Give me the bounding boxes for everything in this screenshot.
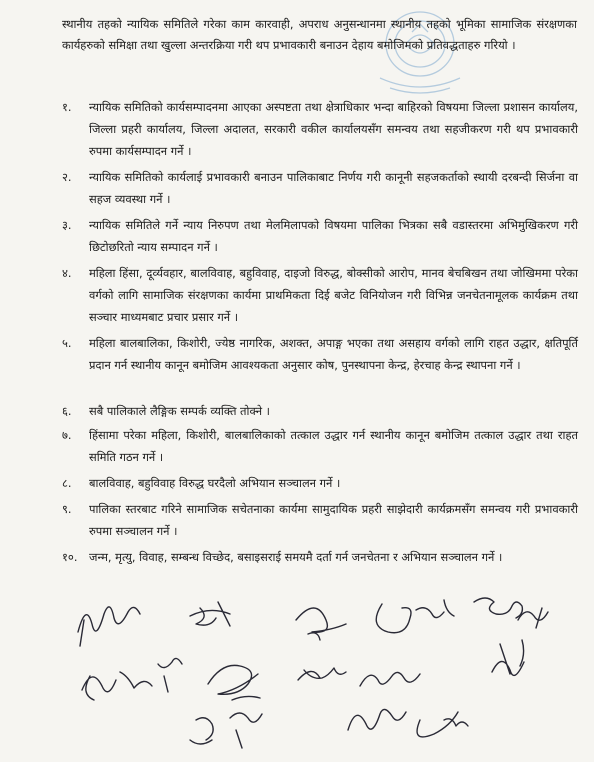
list-item [62,498,582,542]
signature [190,602,230,626]
signature [474,598,522,618]
item-text: न्यायिक समितिले गर्ने न्याय निरुपण तथा मेलमिलापको विषयमा पालिका भित्रका सबै वडास्तरमा अभिमुखिकरण गरी छिटोछरितो न्याय सम्पादन गर्ने । [89,218,578,254]
list-item [62,262,582,328]
list-item [62,96,582,162]
signatures-block [60,580,590,762]
list-item [62,332,582,398]
list-item [62,472,582,494]
signature [298,668,346,680]
item-number: २. [62,170,72,184]
signature [360,672,420,686]
signature [296,608,346,640]
signature [492,640,524,675]
signature [78,607,140,646]
signature [208,665,260,700]
list-item [62,166,582,210]
signature [158,658,182,692]
item-text: बालविवाह, बहुविवाह विरुद्ध घरदैलो अभियान सञ्चालन गर्ने । [89,476,341,490]
item-text: हिंसामा परेका महिला, किशोरी, बालबालिकाको तत्काल उद्धार गर्न स्थानीय कानून बमोजिम तत्काल उद्धार तथा राहत समिति गठन गर्ने । [89,428,578,464]
item-text: पालिका स्तरबाट गरिने सामाजिक सचेतनाका कार्यमा सामुदायिक प्रहरी साझेदारी कार्यक्रमसँग समन्वय गरी प्रभावकारी रुपमा सञ्चालन गर्ने । [89,502,578,538]
commitment-list [62,96,582,590]
list-item [62,214,582,258]
signature [190,718,213,744]
item-number: ८. [62,476,72,490]
item-text: सबै पालिकाले लैङ्गिक सम्पर्क व्यक्ति तोक्ने । [89,404,270,418]
signature [417,712,468,737]
item-number: १०. [62,550,78,564]
item-text: महिला हिंसा, दूर्व्यवहार, बालविवाह, बहुविवाह, दाइजो विरुद्ध, बोक्सीको आरोप, मानव बेचबिखन तथा जोखिममा परेका वर्गको लागि सामाजिक संरक्षणका कार्यमा प्राथमिकता दिई बजेट विनियोजन गरी विभिन्न जनचेतनामूलक कार्यक्रम तथा सञ्चार माध्यमबाट प्रचार प्रसार गर्ने । [89,266,578,324]
signature [82,672,152,700]
item-number: ४. [62,266,72,280]
item-text: न्यायिक समितिको कार्यसम्पादनमा आएका अस्पष्टता तथा क्षेत्राधिकार भन्दा बाहिरको विषयमा जिल्ला प्रशासन कार्यालय, जिल्ला प्रहरी कार्यालय, जिल्ला अदालत, सरकारी वकील कार्यालयसँग समन्वय तथा सहजीकरण गरी थप प्रभावकारी रुपमा कार्यसम्पादन गर्ने । [89,100,578,158]
item-number: १. [62,100,72,114]
item-number: ७. [62,428,72,442]
signature [376,600,454,633]
item-text: महिला बालबालिका, किशोरी, ज्येष्ठ नागरिक, अशक्त, अपाङ्ग भएका तथा असहाय वर्गको लागि राहत उद्धार, क्षतिपूर्ति प्रदान गर्न स्थानीय कानून बमोजिम आवश्यकता अनुसार कोष, पुनस्थापना केन्द्र, हेरचाह केन्द्र स्थापना गर्ने । [89,336,578,372]
item-number: ९. [62,502,72,516]
signature [230,713,262,748]
intro-paragraph: स्थानीय तहको न्यायिक समितिले गरेका काम कारवाही, अपराध अनुसन्धानमा स्थानीय तहको भूमिका सामाजिक संरक्षणका कार्यहरुको समिक्षा तथा खुल्ला अन्तरक्रिया गरी थप प्रभावकारी बनाउन देहाय बमोजिमको प्रतिवद्धताहरु गरियो । [62,17,577,52]
item-text: जन्म, मृत्यु, विवाह, सम्बन्ध विच्छेद, बसाइसराई समयमै दर्ता गर्न जनचेतना र अभियान सञ्चालन गर्ने । [89,550,503,564]
signature [348,709,406,730]
item-number: ६. [62,404,72,418]
item-text: न्यायिक समितिको कार्यलाई प्रभावकारी बनाउन पालिकाबाट निर्णय गरी कानूनी सहजकर्ताको स्थायी दरबन्दी सिर्जना वा सहज व्यवस्था गर्ने । [89,170,578,206]
item-number: ३. [62,218,72,232]
item-number: ५. [62,336,72,350]
list-item [62,400,582,422]
list-item [62,424,582,468]
